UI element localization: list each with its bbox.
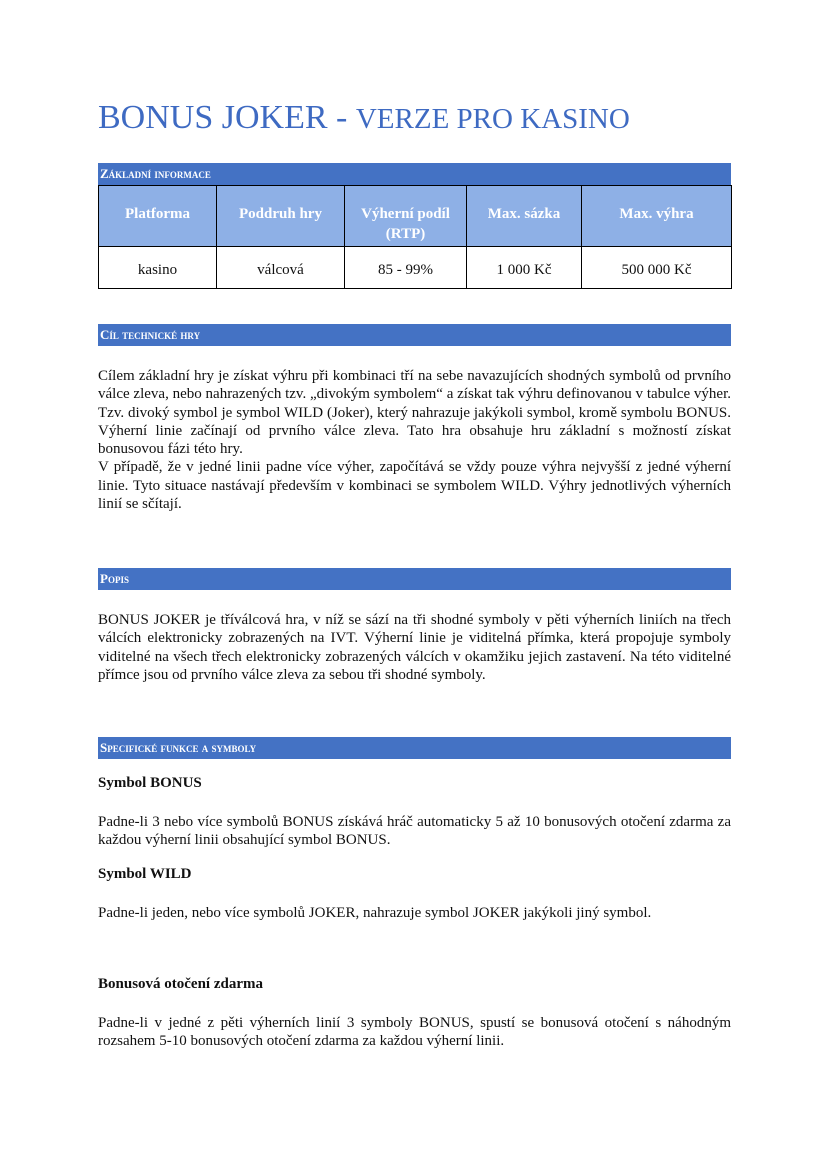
cell-max-win: 500 000 Kč [582,247,732,289]
title-subtitle: VERZE PRO KASINO [355,103,630,135]
header-max-win: Max. výhra [582,186,732,247]
header-subtype: Poddruh hry [217,186,345,247]
section-bar-features: Specifické funkce a symboly [98,737,731,759]
description-paragraph: BONUS JOKER je tříválcová hra, v níž se sází na tři shodné symboly v pěti výherních liniích na třech válcích elektronicky zobrazených na IVT. Výherní linie je viditelná přímka, která propojuje symboly viditelné na všech třech elektronicky zobrazených válcích v okamžiku jejich zastavení. Na této viditelné přímce jsou od prvního válce zleva za sebou tři shodné symboly. [98,612,731,683]
free-spins-paragraph: Padne-li v jedné z pěti výherních linií 3 symboly BONUS, spustí se bonusová otočení s náhodným rozsahem 5-10 bonusových otočení zdarma za každou výherní linii. [98,1015,731,1050]
cell-subtype: válcová [217,247,345,289]
section-bar-info: Základní informace [98,163,731,185]
section-bar-goal: Cíl technické hry [98,324,731,346]
table-header-row [99,186,732,247]
goal-text [98,367,731,513]
wild-heading: Symbol WILD [98,866,192,882]
wild-paragraph: Padne-li jeden, nebo více symbolů JOKER, nahrazuje symbol JOKER jakýkoli jiný symbol. [98,905,652,921]
header-rtp: Výherní podíl (RTP) [345,186,467,247]
info-table [98,185,732,289]
bonus-heading: Symbol BONUS [98,775,202,791]
cell-rtp: 85 - 99% [345,247,467,289]
header-platform: Platforma [99,186,217,247]
bonus-paragraph: Padne-li 3 nebo více symbolů BONUS získává hráč automaticky 5 až 10 bonusových otočení zdarma za každou výherní linii obsahující symbol BONUS. [98,814,731,849]
free-spins-heading: Bonusová otočení zdarma [98,976,263,992]
header-max-bet: Max. sázka [467,186,582,247]
bonus-text [98,813,731,850]
page-title [98,101,630,135]
goal-paragraph: Cílem základní hry je získat výhru při kombinaci tří na sebe navazujících shodných symbolů od prvního válce zleva, nebo nahrazených tzv. „divokým symbolem“ a získat tak výhru definovanou v tabulce výher. Tzv. divoký symbol je symbol WILD (Joker), který nahrazuje jakýkoli symbol, kromě symbolu BONUS. Výherní linie začínají od prvního válce zleva. Tato hra obsahuje hru základní s možností získat bonusovou fázi této hry. [98,368,731,458]
free-spins-text [98,1014,731,1051]
title-main: BONUS JOKER - [98,99,356,136]
section-bar-description: Popis [98,568,731,590]
wild-text [98,904,731,922]
cell-max-bet: 1 000 Kč [467,247,582,289]
table-row [99,247,732,289]
description-text [98,611,731,684]
cell-platform: kasino [99,247,217,289]
goal-paragraph: V případě, že v jedné linii padne více výher, započítává se vždy pouze výhra nejvyšší z jedné výherní linie. Tyto situace nastávají především v kombinaci se symbolem WILD. Výhry jednotlivých výherních linií se sčítají. [98,459,731,513]
